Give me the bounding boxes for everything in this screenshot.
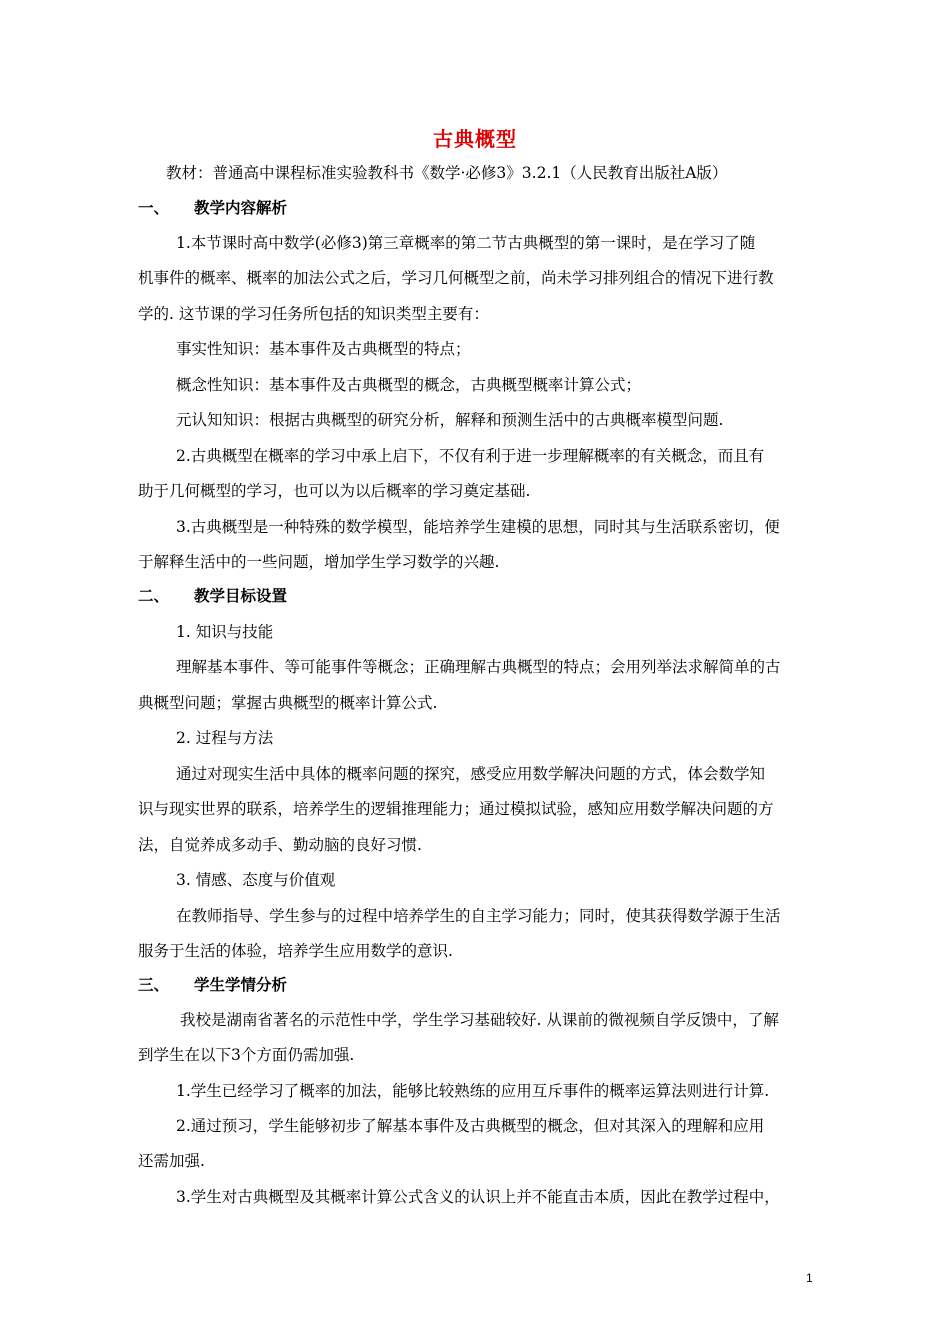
paragraph-line: 1.学生已经学习了概率的加法，能够比较熟练的应用互斥事件的概率运算法则进行计算. bbox=[176, 1082, 770, 1100]
paragraph-line: 3.学生对古典概型及其概率计算公式含义的认识上并不能直击本质，因此在教学过程中， bbox=[176, 1188, 780, 1206]
paragraph-line: 我校是湖南省著名的示范性中学，学生学习基础较好. 从课前的微视频自学反馈中，了解 bbox=[180, 1011, 779, 1029]
paragraph-line: 识与现实世界的联系，培养学生的逻辑推理能力；通过模拟试验，感知应用数学解决问题的方 bbox=[138, 800, 774, 818]
paragraph-line: 机事件的概率、概率的加法公式之后，学习几何概型之前，尚未学习排列组合的情况下进行教 bbox=[138, 269, 774, 287]
paragraph-line: 助于几何概型的学习，也可以为以后概率的学习奠定基础. bbox=[138, 482, 531, 500]
paragraph-line: 概念性知识：基本事件及古典概型的概念，古典概型概率计算公式； bbox=[176, 376, 642, 394]
paragraph-line: 2.通过预习，学生能够初步了解基本事件及古典概型的概念，但对其深入的理解和应用 bbox=[176, 1117, 765, 1135]
paragraph-line: 于解释生活中的一些问题，增加学生学习数学的兴趣. bbox=[138, 553, 500, 571]
paragraph-line: 2.古典概型在概率的学习中承上启下，不仅有利于进一步理解概率的有关概念，而且有 bbox=[176, 447, 765, 465]
paragraph-line: 法，自觉养成多动手、勤动脑的良好习惯. bbox=[138, 836, 422, 854]
section-number: 一、 bbox=[138, 198, 170, 217]
paragraph-line: 服务于生活的体验，培养学生应用数学的意识. bbox=[138, 942, 453, 960]
document-title: 古典概型 bbox=[433, 127, 517, 151]
paragraph-line: 在教师指导、学生参与的过程中培养学生的自主学习能力；同时，使其获得数学源于生活 bbox=[176, 907, 781, 925]
section-number: 二、 bbox=[138, 586, 170, 605]
paragraph-line: 元认知知识：根据古典概型的研究分析，解释和预测生活中的古典概率模型问题. bbox=[176, 411, 724, 429]
paragraph-line: 理解基本事件、等可能事件等概念；正确理解古典概型的特点；会用列举法求解简单的古 bbox=[176, 658, 781, 676]
paragraph-line: 3.古典概型是一种特殊的数学模型，能培养学生建模的思想，同时其与生活联系密切，便 bbox=[176, 518, 780, 536]
section-title: 教学目标设置 bbox=[194, 586, 288, 605]
textbook-info: 教材：普通高中课程标准实验教科书《数学·必修3》3.2.1（人民教育出版社A版） bbox=[166, 164, 728, 182]
paragraph-line: 还需加强. bbox=[138, 1152, 205, 1170]
paragraph-line: 学的. 这节课的学习任务所包括的知识类型主要有： bbox=[138, 305, 489, 323]
paragraph-line: 到学生在以下3个方面仍需加强. bbox=[138, 1046, 355, 1064]
subheading-line: 2. 过程与方法 bbox=[176, 729, 274, 747]
section-number: 三、 bbox=[138, 975, 170, 994]
subheading-line: 3. 情感、态度与价值观 bbox=[176, 871, 336, 889]
paragraph-line: 典概型问题；掌握古典概型的概率计算公式. bbox=[138, 694, 438, 712]
paragraph-line: 1.本节课时高中数学(必修3)第三章概率的第二节古典概型的第一课时，是在学习了随 bbox=[176, 234, 756, 252]
subheading-line: 1. 知识与技能 bbox=[176, 623, 274, 641]
paragraph-line: 事实性知识：基本事件及古典概型的特点； bbox=[176, 340, 471, 358]
section-title: 教学内容解析 bbox=[194, 198, 288, 217]
paragraph-line: 通过对现实生活中具体的概率问题的探究，感受应用数学解决问题的方式，体会数学知 bbox=[176, 765, 766, 783]
page-number: 1 bbox=[806, 1271, 813, 1285]
section-title: 学生学情分析 bbox=[194, 975, 288, 994]
